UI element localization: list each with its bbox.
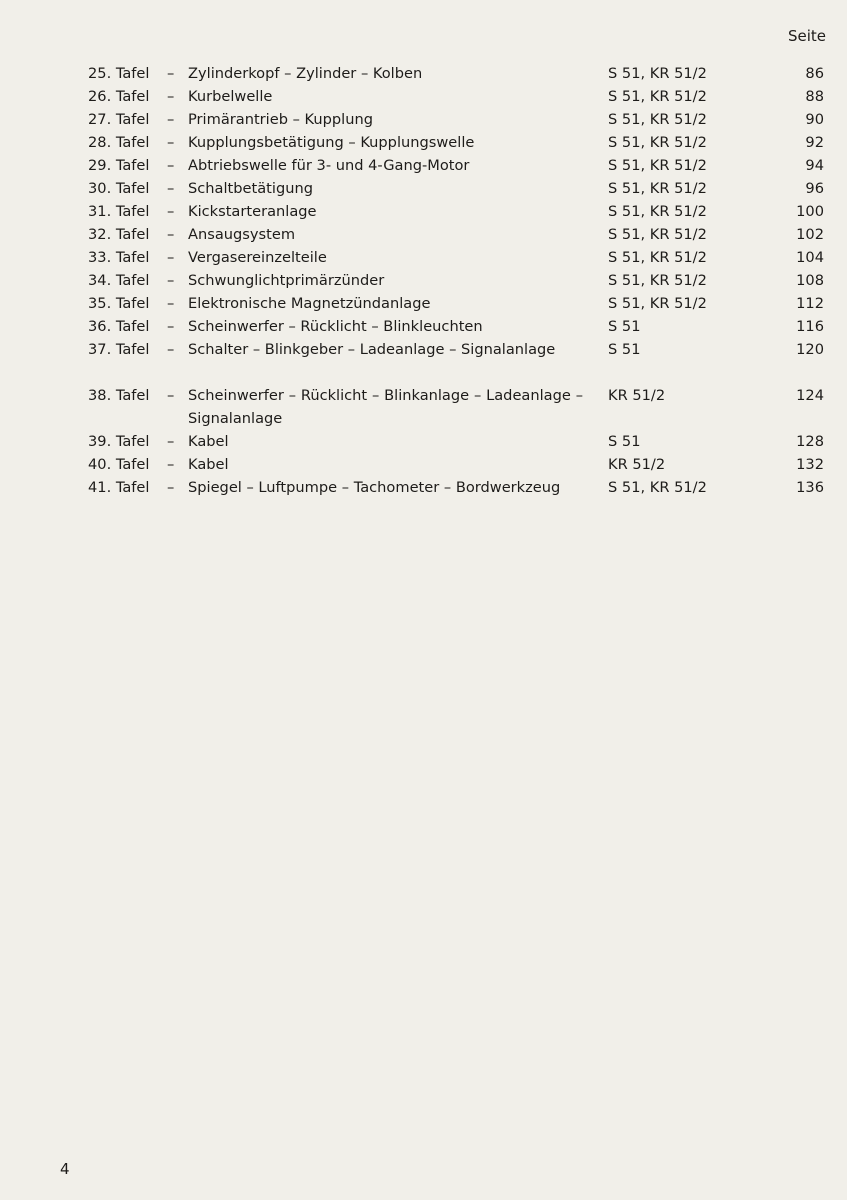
page-number: 102: [796, 226, 824, 243]
plate-number: 28. Tafel: [88, 134, 150, 151]
plate-title: Kurbelwelle: [188, 88, 273, 105]
seite-header: Seite: [788, 27, 827, 45]
dash-separator: –: [167, 387, 175, 404]
model-designation: S 51, KR 51/2: [608, 88, 707, 105]
dash-separator: –: [167, 272, 175, 289]
toc-row: [0, 223, 847, 246]
dash-separator: –: [167, 88, 175, 105]
page-number: 94: [805, 157, 824, 174]
page-folio-number: 4: [60, 1160, 70, 1178]
plate-title: Abtriebswelle für 3- und 4-Gang-Motor: [188, 157, 470, 174]
model-designation: S 51, KR 51/2: [608, 479, 707, 496]
toc-row: [0, 338, 847, 384]
page-number: 116: [796, 318, 824, 335]
page-number: 96: [805, 180, 824, 197]
plate-number: 31. Tafel: [88, 203, 150, 220]
page-number: 92: [805, 134, 824, 151]
toc-row: [0, 476, 847, 522]
dash-separator: –: [167, 249, 175, 266]
dash-separator: –: [167, 65, 175, 82]
model-designation: S 51, KR 51/2: [608, 203, 707, 220]
page-number: 112: [796, 295, 824, 312]
plate-number: 40. Tafel: [88, 456, 150, 473]
dash-separator: –: [167, 111, 175, 128]
toc-row: [0, 177, 847, 200]
plate-number: 41. Tafel: [88, 479, 150, 496]
page-number: 108: [796, 272, 824, 289]
page-number: 88: [805, 88, 824, 105]
table-of-contents: [0, 62, 847, 522]
model-designation: S 51, KR 51/2: [608, 65, 707, 82]
plate-number: 34. Tafel: [88, 272, 150, 289]
model-designation: S 51, KR 51/2: [608, 111, 707, 128]
model-designation: S 51: [608, 433, 641, 450]
model-designation: S 51: [608, 341, 641, 358]
plate-number: 27. Tafel: [88, 111, 150, 128]
toc-row: [0, 108, 847, 131]
plate-title: Elektronische Magnetzündanlage: [188, 295, 431, 312]
plate-number: 25. Tafel: [88, 65, 150, 82]
page-number: 132: [796, 456, 824, 473]
page-number: 100: [796, 203, 824, 220]
dash-separator: –: [167, 456, 175, 473]
model-designation: S 51, KR 51/2: [608, 180, 707, 197]
toc-row: [0, 453, 847, 476]
dash-separator: –: [167, 226, 175, 243]
model-designation: S 51: [608, 318, 641, 335]
model-designation: S 51, KR 51/2: [608, 295, 707, 312]
page-number: 104: [796, 249, 824, 266]
model-designation: S 51, KR 51/2: [608, 134, 707, 151]
plate-title: Scheinwerfer – Rücklicht – Blinkleuchten: [188, 318, 483, 335]
model-designation: S 51, KR 51/2: [608, 249, 707, 266]
dash-separator: –: [167, 157, 175, 174]
plate-title: Scheinwerfer – Rücklicht – Blinkanlage – Ladeanlage – Signalanlage: [188, 387, 583, 427]
plate-title: Schaltbetätigung: [188, 180, 313, 197]
page-number: 124: [796, 387, 824, 404]
plate-title: Spiegel – Luftpumpe – Tachometer – Bordwerkzeug: [188, 479, 561, 496]
toc-row: [0, 62, 847, 85]
plate-title: Schalter – Blinkgeber – Ladeanlage – Signalanlage: [188, 341, 556, 358]
plate-title: Kupplungsbetätigung – Kupplungswelle: [188, 134, 475, 151]
plate-title: Vergasereinzelteile: [188, 249, 327, 266]
plate-title: Kickstarteranlage: [188, 203, 317, 220]
plate-number: 39. Tafel: [88, 433, 150, 450]
plate-number: 35. Tafel: [88, 295, 150, 312]
plate-number: 36. Tafel: [88, 318, 150, 335]
toc-row: [0, 315, 847, 338]
toc-row: [0, 269, 847, 292]
dash-separator: –: [167, 203, 175, 220]
page-number: 136: [796, 479, 824, 496]
toc-row: [0, 85, 847, 108]
model-designation: KR 51/2: [608, 456, 666, 473]
plate-number: 33. Tafel: [88, 249, 150, 266]
toc-row: [0, 154, 847, 177]
dash-separator: –: [167, 341, 175, 358]
model-designation: KR 51/2: [608, 387, 666, 404]
plate-title: Schwunglichtprimärzünder: [188, 272, 385, 289]
model-designation: S 51, KR 51/2: [608, 226, 707, 243]
plate-number: 32. Tafel: [88, 226, 150, 243]
model-designation: S 51, KR 51/2: [608, 157, 707, 174]
page-number: 128: [796, 433, 824, 450]
page-number: 120: [796, 341, 824, 358]
toc-row: [0, 200, 847, 223]
toc-row: [0, 292, 847, 315]
toc-row: [0, 246, 847, 269]
page-number: 90: [805, 111, 824, 128]
plate-title: Kabel: [188, 433, 229, 450]
model-designation: S 51, KR 51/2: [608, 272, 707, 289]
plate-number: 29. Tafel: [88, 157, 150, 174]
plate-number: 38. Tafel: [88, 387, 150, 404]
dash-separator: –: [167, 180, 175, 197]
toc-row: [0, 131, 847, 154]
dash-separator: –: [167, 479, 175, 496]
plate-title: Primärantrieb – Kupplung: [188, 111, 373, 128]
toc-row: [0, 430, 847, 453]
page-number: 86: [805, 65, 824, 82]
dash-separator: –: [167, 134, 175, 151]
dash-separator: –: [167, 295, 175, 312]
plate-title: Kabel: [188, 456, 229, 473]
plate-number: 30. Tafel: [88, 180, 150, 197]
dash-separator: –: [167, 433, 175, 450]
dash-separator: –: [167, 318, 175, 335]
plate-title: Zylinderkopf – Zylinder – Kolben: [188, 65, 423, 82]
plate-number: 37. Tafel: [88, 341, 150, 358]
plate-title: Ansaugsystem: [188, 226, 296, 243]
toc-row: [0, 384, 847, 430]
plate-number: 26. Tafel: [88, 88, 150, 105]
